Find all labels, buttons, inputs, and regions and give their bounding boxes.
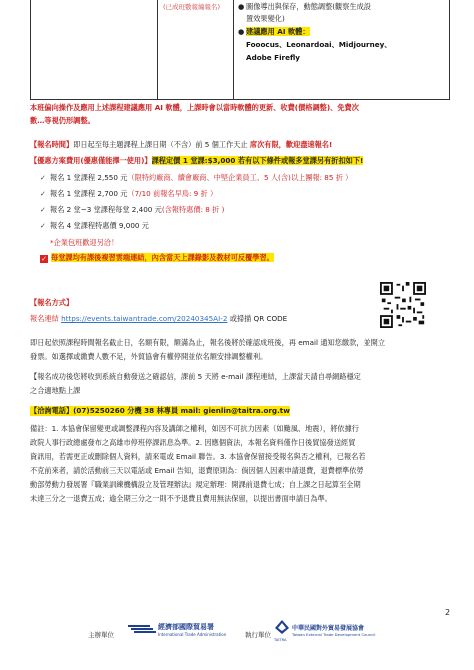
registration-method-heading: 【報名方式】 — [30, 298, 74, 307]
paragraph-text: 發票。如選擇或繳費人數不足，外貿協會有權停開並依名額安排調整權利。 — [30, 352, 268, 361]
remarks-line: 資訊用，若需更正或刪除個人資料，請來電或 Email 聯告。3. 本協會保留接受報名與否之權利，已報名若 — [30, 452, 366, 461]
ai-software-label: 建議應用 AI 軟體： — [246, 27, 310, 36]
table-cell-note — [157, 0, 234, 99]
promo-price-highlight: 課程定價 1 堂課:$3,000 若有以下條件或報多堂課另有折扣如下! — [151, 156, 364, 165]
host-label: 主辦單位 — [88, 631, 114, 639]
qr-code-image — [380, 282, 426, 328]
offer-item: ✓ 報名 1 堂課程 2,550 元（限特約廠商、續會廠商、中堅企業員工、5 人(含)以上團報: 85 折 ） — [40, 173, 353, 182]
replay-note: ✓ 每堂課均有課後複習雲端連結，內含當天上課錄影及教材可反覆學習。 — [41, 253, 274, 263]
remarks-line: 政院人事行政總處發布之高雄市停班停課訊息為準。2. 因應個資法，本報名資料僅作日後貿協發送經貿 — [30, 438, 356, 447]
registration-time: 【報名時間】即日起至每主題課程上課日期（不含）前 5 個工作天止 席次有限，歡迎盡速報名! — [30, 140, 333, 149]
remarks-line: 未達三分之一退費五成；逾全期三分之一則不予退費且費用無法保留，以提出書面申請日為準。 — [30, 494, 332, 503]
remarks-line: 動部勞動力發展署『職業訓練機構設立及管理辦法』規定辦理：開課前退費七成；自上課之日起算至全期 — [30, 480, 361, 489]
registration-link[interactable]: https://events.taiwantrade.com/20240345AI-2 — [61, 314, 228, 323]
paragraph-text: 之合適地點上課 — [30, 386, 81, 395]
corporate-note: *企業包班歡迎另洽！ — [50, 238, 119, 247]
host-org-name-en: International Trade Administration — [158, 632, 227, 637]
exec-org-name: 中華民國對外貿易發展協會 — [292, 625, 365, 632]
notice-line1: 本班偏向操作及應用上述課程建議應用 AI 軟體，上課時會以當時軟體的更新、收費(價格調整)、免費次 — [30, 103, 359, 112]
check-icon: ✓ — [40, 222, 46, 230]
bullet-item: ● 圖像導出與保存，動態調整(觀察生成設 — [238, 2, 371, 11]
notice-line2: 數…等視仍形調整。 — [30, 116, 95, 125]
host-org-name: 經濟部國際貿易署 — [158, 623, 214, 631]
course-table-fragment — [30, 0, 450, 100]
table-cell-empty — [31, 0, 158, 99]
ai-tools-line1: Fooocus、Leonardoai、Midjourney、 — [246, 40, 392, 49]
remarks-line: 不克前來者，請於活動前三天以電話或 Email 告知，退費原則為：倘因個人因素申請退費，退費標準依勞 — [30, 466, 364, 475]
page-number: 2 — [445, 608, 451, 617]
check-icon: ✓ — [40, 206, 46, 214]
checkbox-checked-icon: ✓ — [41, 255, 47, 263]
paragraph-text: 【報名成功後您將收到系統自動發送之確認信，課前 5 天將 e-mail 課程連結，上課當天請自尋網路穩定 — [30, 372, 361, 381]
remarks-line: 備註：1. 本協會保留變更或調整課程內容及講師之權利，如因不可抗力因素（如颱風、地震），將依據行 — [30, 424, 359, 433]
bullet-icon: ● — [238, 27, 245, 36]
moea-ita-logo-icon — [128, 623, 156, 635]
offer-item: ✓ 報名 1 堂課程 2,700 元（7/10 前報名早鳥: 9 折 ） — [40, 189, 218, 198]
taitra-abbr: TAITRA — [274, 638, 287, 642]
bullet-item-cont: 置效果變化) — [246, 14, 285, 23]
exec-label: 執行單位 — [245, 631, 271, 639]
paragraph-text: 即日起依照課程時間報名截止日，名額有限，額滿為止，報名後將於確認成班後，再 email 通知您繳款，並開立 — [30, 338, 386, 347]
exec-org-name-en: Taiwan External Trade Development Council — [292, 632, 376, 637]
promo-heading: 【優惠方案費用(優惠僅能擇一使用)】課程定價 1 堂課:$3,000 若有以下條件或報多堂課另有折扣如下! — [30, 156, 364, 165]
registration-link-line: 報名連結 https://events.taiwantrade.com/20240345AI-2 或掃描 QR CODE — [30, 314, 288, 323]
taitra-logo-icon — [275, 620, 289, 638]
check-icon: ✓ — [40, 190, 46, 198]
offer-item: ✓ 報名 4 堂課程特惠價 9,000 元 — [40, 221, 149, 230]
bullet-item-ai — [238, 27, 310, 37]
offer-item: ✓ 報名 2 堂~3 堂課程每堂 2,400 元(含報特惠價: 8 折 ) — [40, 205, 225, 214]
bullet-icon: ● — [238, 2, 245, 11]
table-cell-content — [234, 0, 449, 99]
ai-tools-line2: Adobe Firefly — [246, 53, 300, 62]
check-icon: ✓ — [40, 174, 46, 182]
contact-info: 【洽詢電話】(07)5250260 分機 38 林專員 mail: gienlin@taitra.org.tw — [30, 406, 290, 415]
table-note-text: (已成班數報編報名) — [163, 3, 221, 11]
